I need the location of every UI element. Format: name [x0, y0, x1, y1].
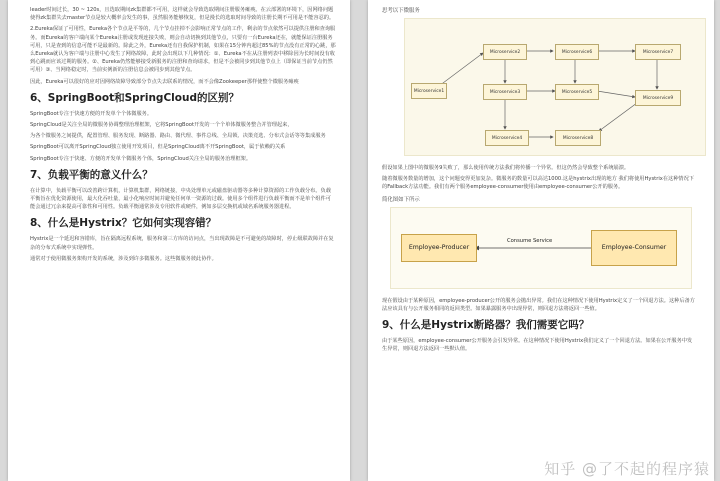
consume-service-label: Consume Service	[507, 237, 553, 244]
paragraph-producer-exception: 现在假设由于某种原因，employee-producer公开的服务会抛出异常。我们在这种情况下使用Hystrix定义了一个回退方法。这种后备方法应该具有与公开服务相同的返回类型。如果暴露服务中出现异常，则回退方法将返回一些值。	[382, 297, 695, 312]
microservice-node-9: Microservice9	[635, 90, 681, 106]
consume-service-diagram	[390, 207, 692, 289]
zhihu-watermark: 知乎 @了不起的程序猿	[544, 460, 710, 478]
microservice-node-5: Microservice5	[555, 84, 599, 100]
microservice-node-7: Microservice7	[635, 44, 681, 60]
employee-consumer-box: Employee-Consumer	[591, 230, 677, 266]
paragraph-springcloud-2: SpringCloud是关注全局的微服务协调整理治理框架，它将SpringBoot开发的一个个单体微服务整合并管理起来，	[30, 122, 293, 129]
paragraph-springboot-1: SpringBoot专注于快速方便的开发单个个体微服务。	[30, 110, 153, 117]
paragraph-hystrix-fallback: 随着微服务数量的增加，这个问题变得更加复杂。微服务的数量可以高达1000.这是hystrix出现的地方 我们将使用Hystrix在这种情况下的Fallback方法功能。我们有两个服务employee-consumer使用由employee-consumer公开的服务。	[382, 176, 694, 191]
right-page	[368, 0, 714, 481]
employee-producer-box: Employee-Producer	[401, 234, 477, 262]
paragraph-service9-failure: 假设如果上图中的微服务9失败了，那么使用传统方法我们将传播一个异常。但这仍然会导致整个系统崩溃。	[382, 165, 630, 171]
paragraph-eureka-conclusion: 因此，Eureka可以很好的应对因网络故障导致部分节点失去联系的情况，而不会像Zookeeper那样使整个微服务瘫痪	[30, 78, 299, 85]
microservice-node-6: Microservice6	[555, 44, 599, 60]
arrow-5-9	[597, 91, 635, 97]
microservice-node-8: Microservice8	[555, 130, 601, 146]
heading-section-9: 9、什么是Hystrix断路器？我们需要它吗？	[382, 319, 590, 332]
paragraph-springcloud-3: 为各个微服务之间提供，配置管理、服务发现、断路器、路由、微代理、事件总线、全局锁、决策竞选、分布式会话等等集成服务	[30, 133, 326, 140]
microservice-node-3: Microservice3	[483, 84, 527, 100]
microservice-node-4: Microservice4	[485, 130, 529, 146]
paragraph-springboot-5: SpringBoot专注于快速、方便的开发单个微服务个体，SpringCloud关注全局的服务治理框架。	[30, 155, 252, 162]
left-page	[8, 0, 350, 481]
paragraph-eureka-availability: 2.Eureka保证了可用性，Eureka各个节点是平等的，几个节点挂掉不会影响正常节点的工作，剩余的节点依然可以提供注册和查询服务。而Eureka的客户端向某个Eureka注册或发现连接失败，则会自动切换到其他节点，只要有一台Eureka还在，就能保证注册服务可用，只是查到的信息可能不是最新的。除此之外，Eureka还有自我保护机制，如果在15分钟内超过85%的节点没有正常的心跳，那么Eureka就认为客户端与注册中心发生了网络故障，此时会出现以下几种情况：①、Eureka不在从注册列表中移除因为长时间没有收到心跳而应该过期的服务。②、Eureka仍然能够接受新服务的注册和查询请求，但是不会被同步到其他节点上（即保证当前节点仍然可用）③、当网络稳定时，当前实例新的注册信息会被同步到其他节点。	[30, 26, 336, 74]
microservice-node-1: Microservice1	[411, 83, 447, 99]
microservice-node-2: Microservice2	[483, 44, 527, 60]
arrow-9-8	[599, 103, 637, 131]
paragraph-load-balance: 在计算中，负载平衡可以改善跨计算机，计算机集群，网络链接，中央处理单元或磁盘驱动器等多种计算资源的工作负载分布。负载平衡旨在优化资源使用，最大化吞吐量，最小化响应时间并避免任何单一资源的过载。使用多个组件进行负载平衡而不是单个组件可能会通过冗余来提高可靠性和可用性。负载平衡通常涉及专用软件或硬件，例如多层交换机或域名系统服务器进程。	[30, 187, 331, 211]
microservice-diagram	[404, 18, 706, 156]
heading-section-7: 7、负载平衡的意义什么？	[30, 168, 153, 181]
paragraph-springboot-4: SpringBoot可以离开SpringCloud独立使用开发项目，但是SpringCloud离不开SpringBoot，属于依赖的关系	[30, 144, 286, 151]
paragraph-hystrix-2: 通常对于使用微服务架构开发的系统，涉及到许多微服务。这些微服务彼此协作。	[30, 255, 217, 262]
caption-simplified: 简化图如下所示	[382, 196, 420, 203]
heading-section-8: 8、什么是Hystrix？它如何实现容错？	[30, 217, 217, 230]
caption-microservices: 思考以下微服务	[382, 8, 420, 14]
paragraph-zk-leader: leader时间过长，30 ~ 120s，且选取期间zk集群都不可用，这样就会导致选取期间注册服务瘫痪。在云部署的环境下，因网络问题使得zk集群失去master节点是较大概率会发生的事，虽然服务能够恢复，但是漫长的选取时间导致的注册长期不可用是不能容忍的。	[30, 7, 335, 22]
paragraph-hystrix-1: Hystrix是一个延迟和容错库，旨在隔离远程系统，服务和第三方库的访问点，当出现故障是不可避免的故障时，停止级联故障并在复杂的分布式系统中实现弹性。	[30, 236, 334, 251]
paragraph-circuit-breaker: 由于某些原因，employee-consumer公开服务会引发异常。在这种情况下使用Hystrix我们定义了一个回退方法。如果在公开服务中发生异常，则回退方法返回一些默认值。	[382, 338, 693, 353]
heading-section-6: 6、SpringBoot和SpringCloud的区别？	[30, 91, 239, 104]
